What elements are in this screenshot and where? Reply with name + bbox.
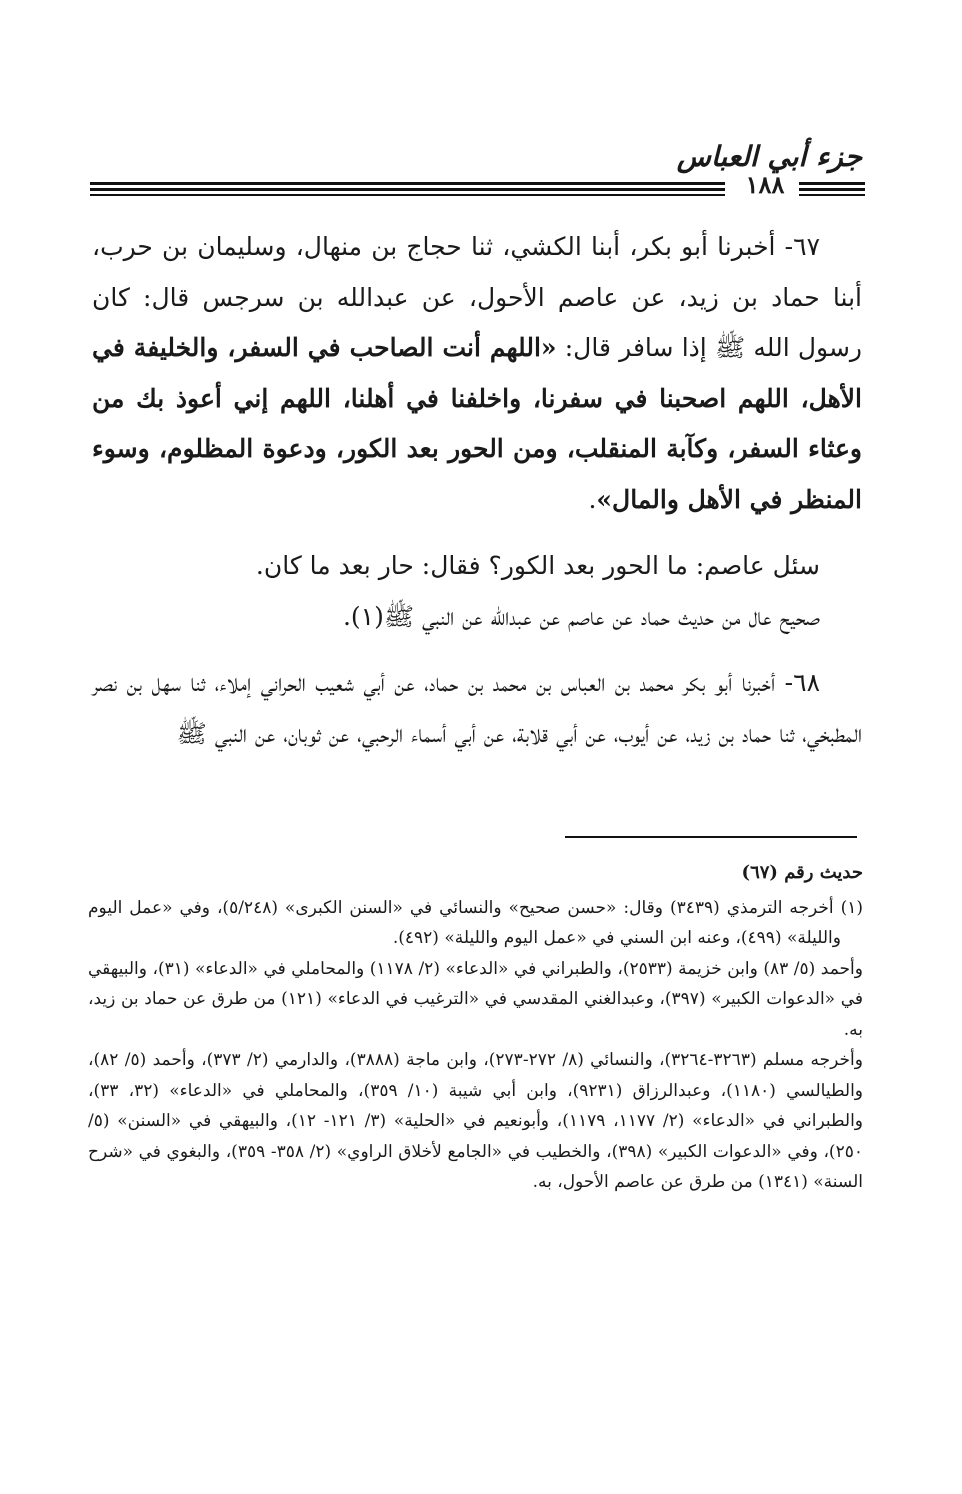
footnote-1-cont-b: وأخرجه مسلم (٣٢٦٣-٣٢٦٤)، والنسائي (٨/ ٢٧٢-٢٧٣)، وابن ماجة (٣٨٨٨)، والدارمي (٢/ ٣٧٣)، وأحمد (٥/ ٨٢)، والطيالسي (١١٨٠)، وعبدالرزاق (٩٢٣١)، وابن أبي شيبة (١٠/ ٣٥٩)، والمحاملي في «الدعاء» (٣٢، ٣٣)، والطبراني في «الدعاء» (٢/ ١١٧٧، ١١٧٩)، وأبونعيم في «الحلية» (٣/ ١٢١- ١٢)، والبيهقي في «السنن» (٥/ ٢٥٠)، وفي «الدعوات الكبير» (٣٩٨)، والخطيب في «الجامع لأخلاق الراوي» (٢/ ٣٥٨- ٣٥٩)، والبغوي في «شرح السنة» (١٣٤١) من طرق عن عاصم الأحول، به. [88,1050,864,1192]
page-number: ١٨٨ [745,170,785,199]
header-rule-line [90,194,725,196]
hadith-67-end: . [588,484,597,514]
header-rule-line [90,182,725,185]
footnote-1-cont-a: وأحمد (٥/ ٨٣) وابن خزيمة (٢٥٣٣)، والطبراني في «الدعاء» (٢/ ١١٧٨) والمحاملي في «الدعاء» (٣١)، والبيهقي في «الدعوات الكبير» (٣٩٧)، وعبدالغني المقدسي في «الترغيب في الدعاء» (١٢١) من طرق عن حماد بن زيد، به. [88,958,863,1040]
paragraph-gap [92,525,862,541]
hadith-68: ٦٨- أخبرنا أبو بكر محمد بن العباس بن محمد بن حماد، عن أبي شعيب الحراني إملاء، ثنا سهل بن نصر المطبخي، ثنا حماد بن زيد، عن أيوب، عن أبي قلابة، عن أبي أسماء الرحبي، عن ثوبان، عن النبي ﷺ [92,668,862,748]
paragraph-gap [92,642,862,658]
header-rule-line [799,194,865,196]
hadith-67-chain: ٦٧- أخبرنا أبو بكر، أبنا الكشي، ثنا حجاج بن منهال، وسليمان بن حرب، أبنا حماد بن زيد، عن عاصم الأحول، عن عبدالله بن سرجس قال: كان رسول الله ﷺ إذا سافر قال: [92,232,862,362]
hadith-67-question: سئل عاصم: ما الحور بعد الكور؟ فقال: حار بعد ما كان. [255,551,820,580]
footnote-separator [565,836,857,838]
hadith-67-dua: «اللهم أنت الصاحب في السفر، والخليفة في الأهل، اللهم اصحبنا في سفرنا، واخلفنا في أهلنا، اللهم إني أعوذ بك من وعثاء السفر، وكآبة المنقلب، ومن الحور بعد الكور، ودعوة المظلوم، وسوء المنظر في الأهل والمال» [92,333,862,514]
footnotes [88,858,863,1198]
header-rule-line [799,188,865,191]
header-rule-line [799,182,865,185]
main-text [92,222,862,759]
header-rule-line [90,188,725,191]
hadith-67 [92,222,862,525]
hadith-67-grade: صحيح عال من حديث حماد عن عاصم عن عبدالله عن النبي ﷺ(١). [342,601,820,631]
footnote-heading: حديث رقم (٦٧) [741,862,863,883]
running-title: جزء أبي العباس [676,140,862,173]
footnote-1: (١) أخرجه الترمذي (٣٤٣٩) وقال: «حسن صحيح» والنسائي في «السنن الكبرى» (٥/٢٤٨)، وفي «عمل اليوم والليلة» (٤٩٩)، وعنه ابن السني في «عمل اليوم والليلة» (٤٩٢). [88,897,863,948]
